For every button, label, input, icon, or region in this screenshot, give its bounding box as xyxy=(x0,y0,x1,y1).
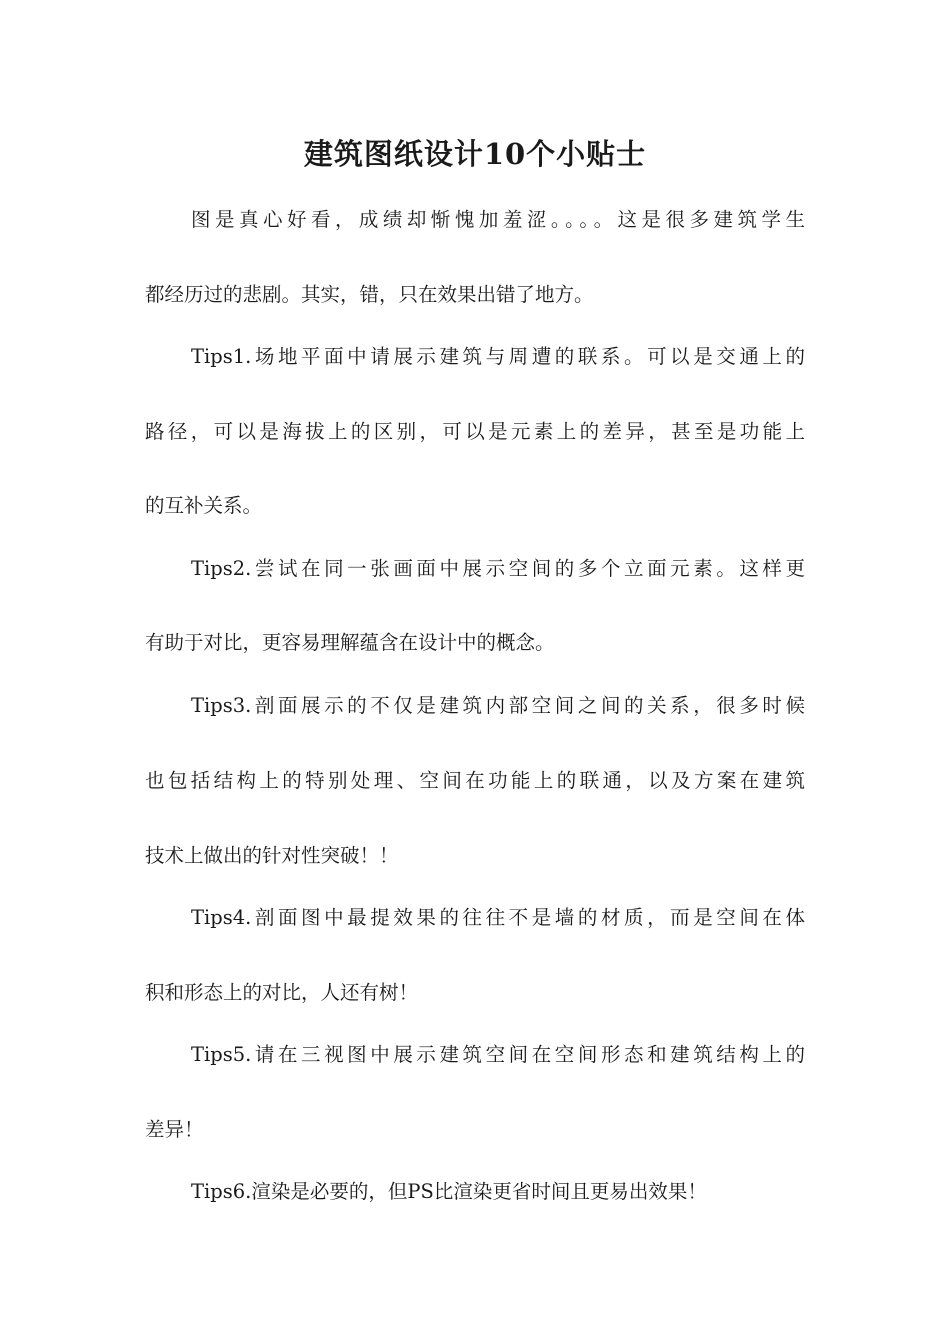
intro-line-1: 图是真心好看，成绩却惭愧加羞涩。。。。这是很多建筑学生 xyxy=(191,208,805,231)
tip3-line-3: 技术上做出的针对性突破！！ xyxy=(145,844,399,867)
tip3-line-1: Tips3.剖面展示的不仅是建筑内部空间之间的关系，很多时候 xyxy=(191,694,805,717)
tip3-line-2: 也包括结构上的特别处理、空间在功能上的联通，以及方案在建筑 xyxy=(145,769,805,792)
tip5-line-2: 差异！ xyxy=(145,1118,204,1141)
tip1-line-3: 的互补关系。 xyxy=(145,494,263,517)
tip4-line-1: Tips4.剖面图中最提效果的往往不是墙的材质，而是空间在体 xyxy=(191,906,805,929)
document-title: 建筑图纸设计10个小贴士 xyxy=(303,137,647,171)
document-page xyxy=(145,0,805,1344)
tip1-line-2: 路径，可以是海拔上的区别，可以是元素上的差异，甚至是功能上 xyxy=(145,420,805,443)
tip2-line-2: 有助于对比，更容易理解蕴含在设计中的概念。 xyxy=(145,631,555,654)
tip2-line-1: Tips2.尝试在同一张画面中展示空间的多个立面元素。这样更 xyxy=(191,557,805,580)
tip4-line-2: 积和形态上的对比，人还有树！ xyxy=(145,981,419,1004)
tip6-line-1: Tips6.渲染是必要的，但PS比渲染更省时间且更易出效果！ xyxy=(191,1180,707,1203)
intro-line-2: 都经历过的悲剧。其实，错，只在效果出错了地方。 xyxy=(145,283,594,306)
tip5-line-1: Tips5.请在三视图中展示建筑空间在空间形态和建筑结构上的 xyxy=(191,1043,805,1066)
tip1-line-1: Tips1.场地平面中请展示建筑与周遭的联系。可以是交通上的 xyxy=(191,345,805,368)
